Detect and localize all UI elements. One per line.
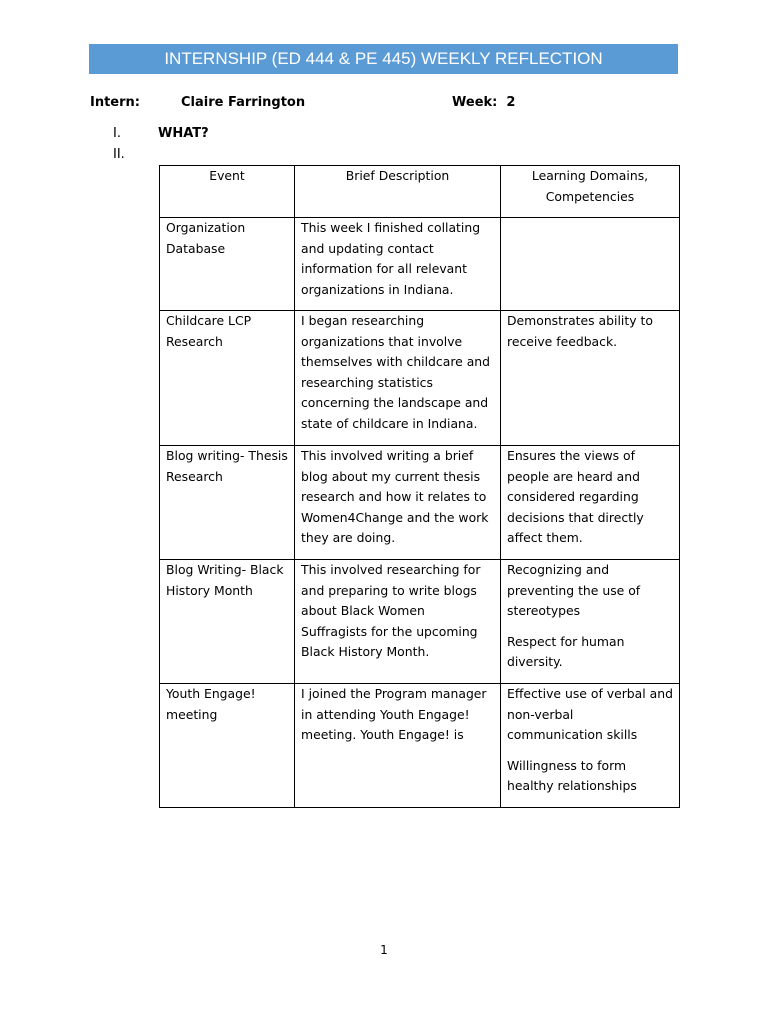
domains-cell — [501, 311, 680, 446]
reflection-table — [159, 165, 680, 808]
intern-name: Claire Farrington — [181, 95, 306, 110]
table-header-row — [160, 166, 680, 218]
table-row — [160, 218, 680, 311]
domains-cell — [501, 560, 680, 684]
domain-item: Ensures the views of people are heard and considered regarding decisions that directly affect them. — [507, 448, 644, 546]
event-cell: Youth Engage! meeting — [160, 684, 295, 808]
domain-item: Respect for human diversity. — [507, 633, 625, 670]
event-cell: Organization Database — [160, 218, 295, 311]
table-row — [160, 446, 680, 560]
event-cell: Blog writing- Thesis Research — [160, 446, 295, 560]
outline-heading-what: WHAT? — [158, 126, 209, 141]
table-row — [160, 560, 680, 684]
week-label: Week: — [452, 95, 498, 110]
event-cell: Childcare LCP Research — [160, 311, 295, 446]
table-row — [160, 684, 680, 808]
week-value: 2 — [506, 95, 516, 110]
intern-label: Intern: — [90, 95, 140, 110]
domain-item: Willingness to form healthy relationships — [507, 757, 637, 794]
description-cell: This involved researching for and preparing to write blogs about Black Women Suffragists for the upcoming Black History Month. — [295, 560, 501, 684]
description-cell: This involved writing a brief blog about my current thesis research and how it relates to Women4Change and the work they are doing. — [295, 446, 501, 560]
domain-item: Demonstrates ability to receive feedback. — [507, 313, 653, 349]
description-cell: This week I finished collating and updating contact information for all relevant organizations in Indiana. — [295, 218, 501, 311]
domains-cell — [501, 684, 680, 808]
week-field — [452, 95, 515, 110]
domain-item: Effective use of verbal and non-verbal communication skills — [507, 686, 673, 743]
outline-numeral-1: I. — [113, 126, 121, 141]
domains-cell — [501, 446, 680, 560]
table-row — [160, 311, 680, 446]
domain-item: Recognizing and preventing the use of stereotypes — [507, 562, 641, 619]
header-learning-domains: Learning Domains, Competencies — [501, 166, 680, 218]
page-number: 1 — [380, 943, 388, 957]
header-event: Event — [160, 166, 295, 218]
description-cell: I began researching organizations that involve themselves with childcare and researching statistics concerning the landscape and state of childcare in Indiana. — [295, 311, 501, 446]
domains-cell — [501, 218, 680, 311]
description-cell: I joined the Program manager in attending Youth Engage! meeting. Youth Engage! is — [295, 684, 501, 808]
event-cell: Blog Writing- Black History Month — [160, 560, 295, 684]
outline-numeral-2: II. — [113, 147, 125, 162]
page-title: INTERNSHIP (ED 444 & PE 445) WEEKLY REFLECTION — [89, 44, 678, 74]
header-brief-description: Brief Description — [295, 166, 501, 218]
